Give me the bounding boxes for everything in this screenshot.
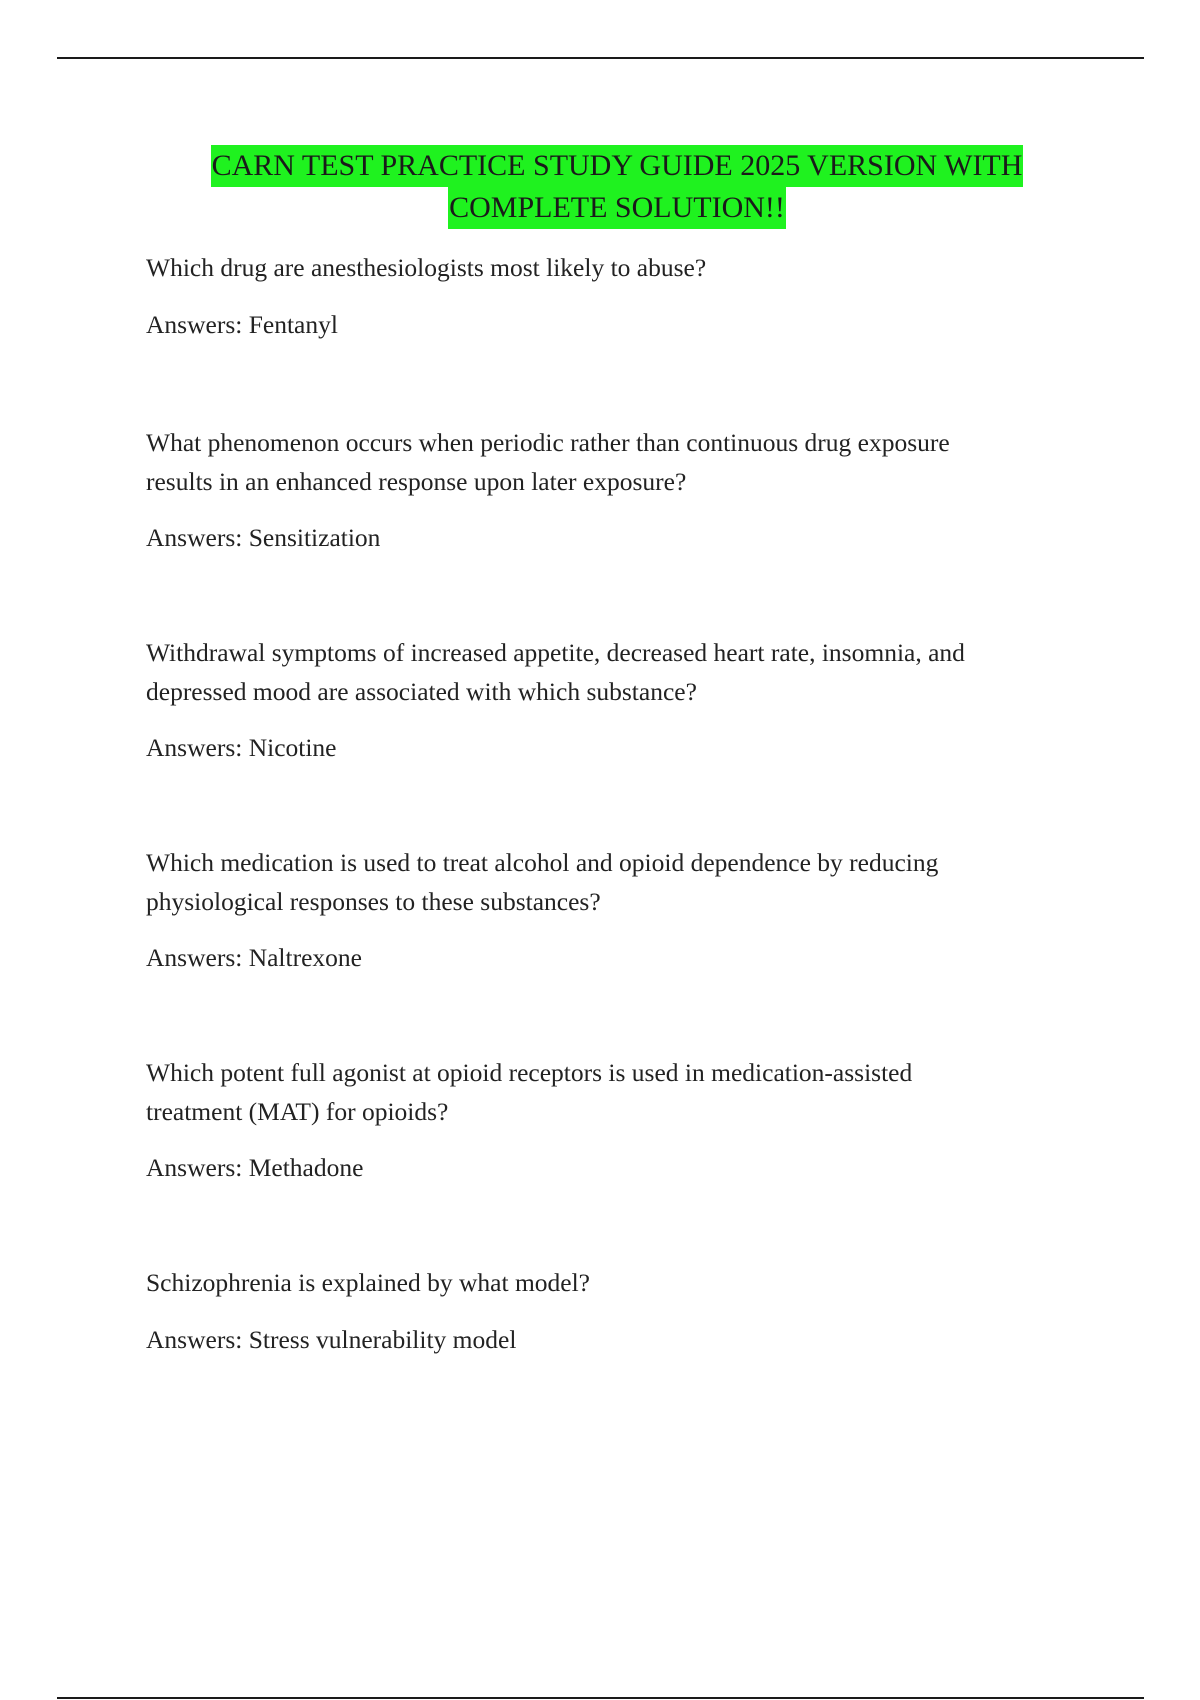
question-line: Which potent full agonist at opioid receptors is used in medication-assisted bbox=[146, 1058, 913, 1087]
qa-item bbox=[146, 1054, 1076, 1182]
question-line: Which drug are anesthesiologists most likely to abuse? bbox=[146, 253, 707, 282]
question-line: treatment (MAT) for opioids? bbox=[146, 1096, 449, 1126]
title-line-1: CARN TEST PRACTICE STUDY GUIDE 2025 VERSION WITH bbox=[211, 145, 1024, 187]
question bbox=[146, 424, 1076, 501]
question bbox=[146, 1264, 1076, 1303]
answer: Answers: Naltrexone bbox=[146, 943, 362, 972]
question bbox=[146, 249, 1076, 288]
answer: Answers: Methadone bbox=[146, 1153, 364, 1182]
question-line: Schizophrenia is explained by what model? bbox=[146, 1268, 590, 1297]
qa-item bbox=[146, 844, 1076, 972]
title-line-2: COMPLETE SOLUTION!! bbox=[448, 187, 786, 229]
qa-item bbox=[146, 424, 1076, 552]
qa-item bbox=[146, 1264, 1076, 1354]
bottom-rule bbox=[57, 1697, 1144, 1699]
question-line: Which medication is used to treat alcohol and opioid dependence by reducing bbox=[146, 848, 939, 877]
answer: Answers: Fentanyl bbox=[146, 310, 338, 339]
question-line: What phenomenon occurs when periodic rather than continuous drug exposure bbox=[146, 428, 950, 457]
question-line: depressed mood are associated with which substance? bbox=[146, 676, 697, 706]
answer: Answers: Stress vulnerability model bbox=[146, 1325, 517, 1354]
question-line: physiological responses to these substances? bbox=[146, 886, 601, 916]
question-line: Withdrawal symptoms of increased appetite, decreased heart rate, insomnia, and bbox=[146, 638, 965, 667]
question bbox=[146, 634, 1076, 711]
top-rule bbox=[57, 57, 1144, 59]
answer: Answers: Nicotine bbox=[146, 733, 337, 762]
question bbox=[146, 1054, 1076, 1131]
question-line: results in an enhanced response upon later exposure? bbox=[146, 466, 687, 496]
document-title bbox=[60, 145, 1174, 229]
answer: Answers: Sensitization bbox=[146, 523, 381, 552]
qa-item bbox=[146, 634, 1076, 762]
qa-item bbox=[146, 249, 1076, 339]
question bbox=[146, 844, 1076, 921]
